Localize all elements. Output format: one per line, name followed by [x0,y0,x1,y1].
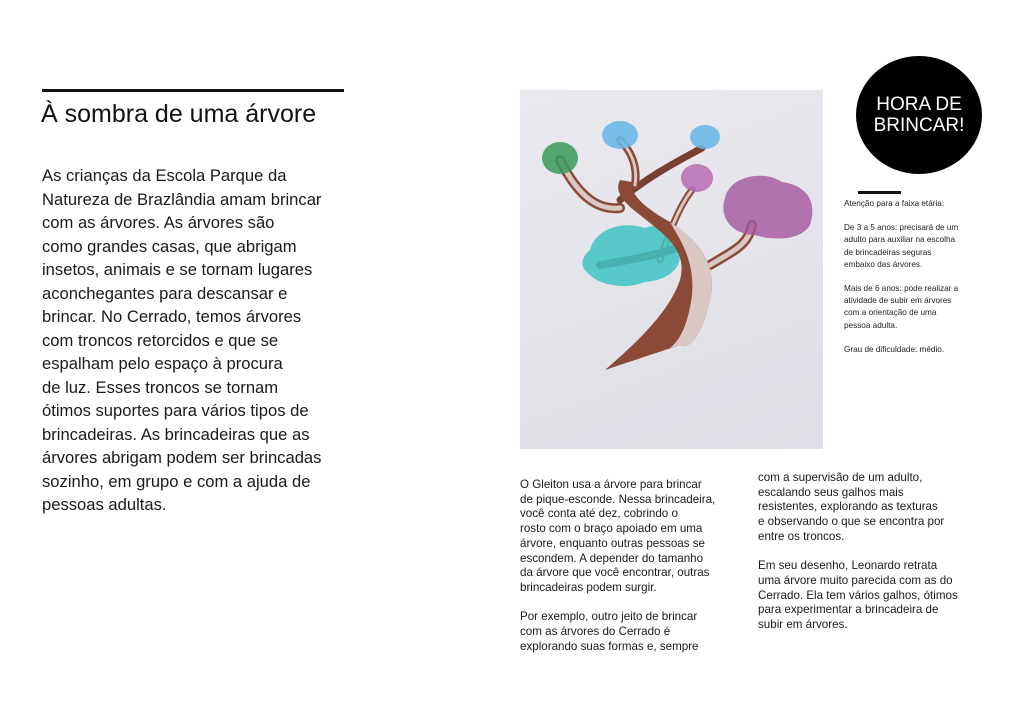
canopy-blue-right [690,125,720,149]
note-line: adulto para auxiliar na escolha [844,235,956,245]
caption-line: e observando o que se encontra por [758,515,945,529]
caption-column-1 [520,478,760,669]
intro-line: brincadeiras. As brincadeiras que as [42,424,310,444]
intro-paragraph [42,164,352,517]
intro-line: sozinho, em grupo e com a ajuda de [42,471,311,491]
canopy-purple [723,176,812,239]
sidebar-rule [858,191,901,194]
intro-line: como grandes casas, que abrigam [42,236,297,256]
intro-line: ótimos suportes para vários tipos de [42,401,309,420]
intro-line: com as árvores. As árvores são [42,213,275,232]
age-6-plus-note [844,283,1004,332]
hora-de-brincar-badge [856,56,982,174]
caption-line: de pique-esconde. Nessa brincadeira, [520,492,716,506]
age-3-5-note [844,222,1004,271]
intro-line: pessoas adultas. [42,495,167,514]
caption-line: Em seu desenho, Leonardo retrata [758,559,938,573]
caption-line: brincadeiras podem surgir. [520,580,657,594]
caption-line: árvore, enquanto outras pessoas se [520,536,705,550]
caption-line: explorando suas formas e, sempre [520,639,699,653]
note-line: Mais de 6 anos: pode realizar a [844,284,959,294]
page-title: À sombra de uma árvore [41,100,317,128]
caption-paragraph [758,471,998,545]
intro-line: de luz. Esses troncos se tornam [42,377,279,397]
tree-canopies [542,121,812,286]
intro-line: espalham pelo espaço à procura [42,354,283,373]
caption-paragraph [520,610,760,654]
badge-line-1: HORA DE [876,94,962,115]
caption-line: da árvore que você encontrar, outras [520,566,710,580]
note-line: pessoa adulta. [844,320,898,330]
caption-line: O Gleiton usa a árvore para brincar [520,478,702,491]
tree-drawing [520,90,823,449]
intro-line: Natureza de Brazlândia amam brincar [42,189,322,209]
caption-paragraph [758,559,998,633]
caption-line: resistentes, explorando as texturas [758,500,938,514]
intro-line: insetos, animais e se tornam lugares [42,260,313,279]
note-line: De 3 a 5 anos: precisará de um [844,223,959,233]
note-line: embaixo das árvores. [844,259,923,269]
canopy-blue-left [602,121,638,149]
difficulty-note: Grau de dificuldade: médio. [844,344,945,354]
intro-line: com troncos retorcidos e que se [42,330,279,350]
note-line: com a orientação de uma [844,308,937,318]
tree-drawing-illustration [520,90,823,449]
caption-line: você conta até dez, cobrindo o [520,507,678,521]
note-line: de brincadeiras seguras [844,247,932,257]
intro-line: As crianças da Escola Parque da [42,166,287,185]
caption-paragraph [520,478,760,596]
intro-line: árvores abrigam podem ser brincadas [42,448,322,467]
badge-line-2: BRINCAR! [873,115,965,136]
canopy-pink [681,164,713,192]
intro-line: brincar. No Cerrado, temos árvores [42,307,302,326]
caption-line: com a supervisão de um adulto, [758,471,923,484]
caption-column-2 [758,471,998,647]
caption-line: subir em árvores. [758,618,848,632]
caption-line: escalando seus galhos mais [758,485,904,499]
caption-line: escondem. A depender do tamanho [520,551,704,565]
title-rule [42,89,344,92]
caption-line: uma árvore muito parecida com as do [758,573,953,587]
canopy-green [542,142,578,174]
caption-line: entre os troncos. [758,529,845,543]
intro-line: aconchegantes para descansar e [42,283,288,303]
caption-line: para experimentar a brincadeira de [758,603,939,617]
caption-line: com as árvores do Cerrado é [520,625,671,639]
caption-line: Cerrado. Ela tem vários galhos, ótimos [758,588,958,602]
caption-line: rosto com o braço apoiado em uma [520,522,703,536]
note-line: atividade de subir em árvores [844,296,952,306]
age-guidance-sidebar [844,198,1004,368]
age-guidance-heading: Atenção para a faixa etária: [844,199,945,208]
caption-line: Por exemplo, outro jeito de brincar [520,610,698,624]
